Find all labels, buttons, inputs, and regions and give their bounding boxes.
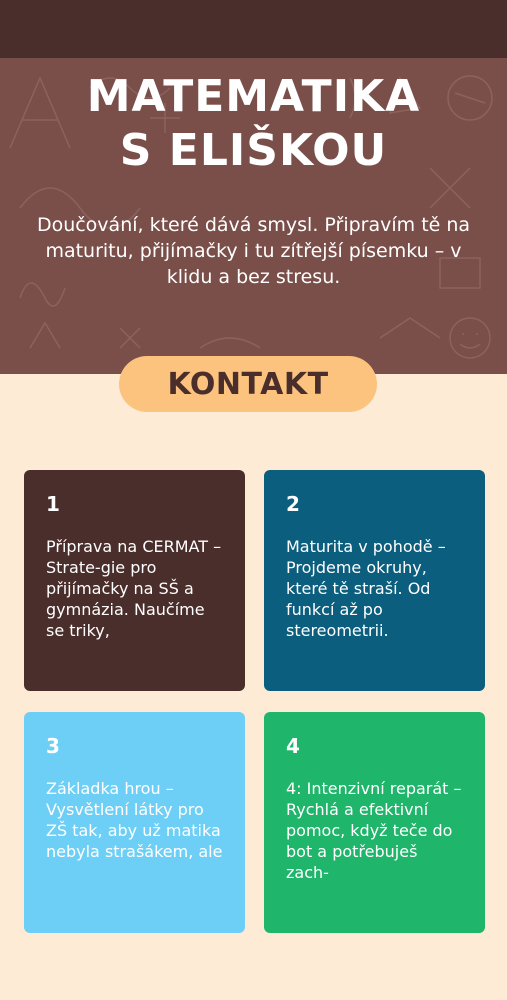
card-number: 2 — [286, 492, 300, 516]
service-card-2[interactable] — [264, 470, 485, 691]
page-title — [0, 70, 507, 178]
contact-button[interactable]: KONTAKT — [119, 356, 377, 412]
page-title-line1: MATEMATIKA — [86, 71, 421, 122]
top-bar — [0, 0, 507, 58]
service-card-4[interactable] — [264, 712, 485, 933]
card-text: Maturita v pohodě – Projdeme okruhy, které tě straší. Od funkcí až po stereometrii. — [286, 537, 446, 640]
service-card-1[interactable] — [24, 470, 245, 691]
card-text: Příprava na CERMAT – Strate-gie pro přijímačky na SŠ a gymnázia. Naučíme se triky, — [46, 537, 222, 640]
page-title-line2: S ELIŠKOU — [119, 125, 388, 176]
hero-subtitle: Doučování, které dává smysl. Připravím tě na maturitu, přijímačky i tu zítřejší písemku – v klidu a bez stresu. — [36, 214, 471, 288]
service-card-3[interactable] — [24, 712, 245, 933]
card-text: 4: Intenzivní reparát – Rychlá a efektivní pomoc, když teče do bot a potřebuješ zach- — [286, 779, 462, 882]
card-number: 4 — [286, 734, 300, 758]
card-text: Základka hrou – Vysvětlení látky pro ZŠ tak, aby už matika nebyla strašákem, ale — [46, 779, 223, 861]
card-number: 3 — [46, 734, 60, 758]
card-number: 1 — [46, 492, 60, 516]
